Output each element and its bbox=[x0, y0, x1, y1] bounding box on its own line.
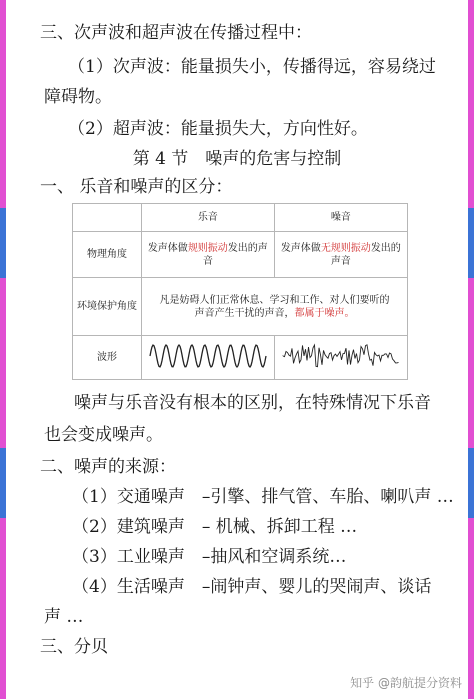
left-edge-tab bbox=[0, 448, 6, 518]
column-header-music: 乐音 bbox=[142, 204, 275, 232]
chapter-title: 第 4 节 噪声的危害与控制 bbox=[132, 149, 342, 169]
section-heading: 二、噪声的来源： bbox=[40, 457, 176, 477]
paragraph-line: 噪声与乐音没有根本的区别，在特殊情况下乐音 bbox=[74, 393, 431, 413]
row-label-physics: 物理角度 bbox=[73, 232, 142, 278]
row-label-waveform: 波形 bbox=[73, 336, 142, 380]
noise-waveform bbox=[274, 336, 407, 380]
paragraph-line: 也会变成噪声。 bbox=[44, 425, 163, 445]
paragraph-line: 障碍物。 bbox=[44, 87, 112, 107]
sine-wave-icon bbox=[148, 341, 268, 371]
section-heading: 一、 乐音和噪声的区分： bbox=[40, 177, 233, 197]
noise-wave-icon bbox=[281, 341, 401, 371]
music-waveform bbox=[142, 336, 275, 380]
cell-environment: 凡是妨碍人们正常休息、学习和工作、对人们要听的声音产生干扰的声音，都属于噪声。 bbox=[142, 278, 408, 336]
cell-noise-physics: 发声体做无规则振动发出的声音 bbox=[274, 232, 407, 278]
column-header-noise: 噪音 bbox=[274, 204, 407, 232]
left-border bbox=[0, 0, 6, 699]
paragraph-line: （2）超声波：能量损失大，方向性好。 bbox=[68, 119, 368, 139]
right-edge-tab bbox=[468, 448, 474, 518]
watermark: 知乎 @韵航提分资料 bbox=[350, 676, 462, 690]
table-corner-cell bbox=[73, 204, 142, 232]
left-edge-tab bbox=[0, 208, 6, 278]
right-border bbox=[468, 0, 474, 699]
section-heading: 三、分贝 bbox=[40, 637, 108, 657]
list-item: （4）生活噪声 –闹钟声、婴儿的哭闹声、谈话 bbox=[72, 577, 432, 597]
comparison-table bbox=[72, 203, 408, 380]
right-edge-tab bbox=[468, 208, 474, 278]
list-item: （3）工业噪声 –抽风和空调系统… bbox=[72, 547, 347, 567]
paragraph-line: （1）次声波：能量损失小，传播得远，容易绕过 bbox=[68, 57, 436, 77]
list-item: （2）建筑噪声 – 机械、拆卸工程 … bbox=[72, 517, 358, 537]
list-item-continuation: 声 … bbox=[44, 607, 84, 627]
section-heading: 三、次声波和超声波在传播过程中： bbox=[40, 23, 312, 43]
cell-music-physics: 发声体做规则振动发出的声音 bbox=[142, 232, 275, 278]
row-label-environment: 环境保护角度 bbox=[73, 278, 142, 336]
list-item: （1）交通噪声 –引擎、排气管、车胎、喇叭声 … bbox=[72, 487, 454, 507]
